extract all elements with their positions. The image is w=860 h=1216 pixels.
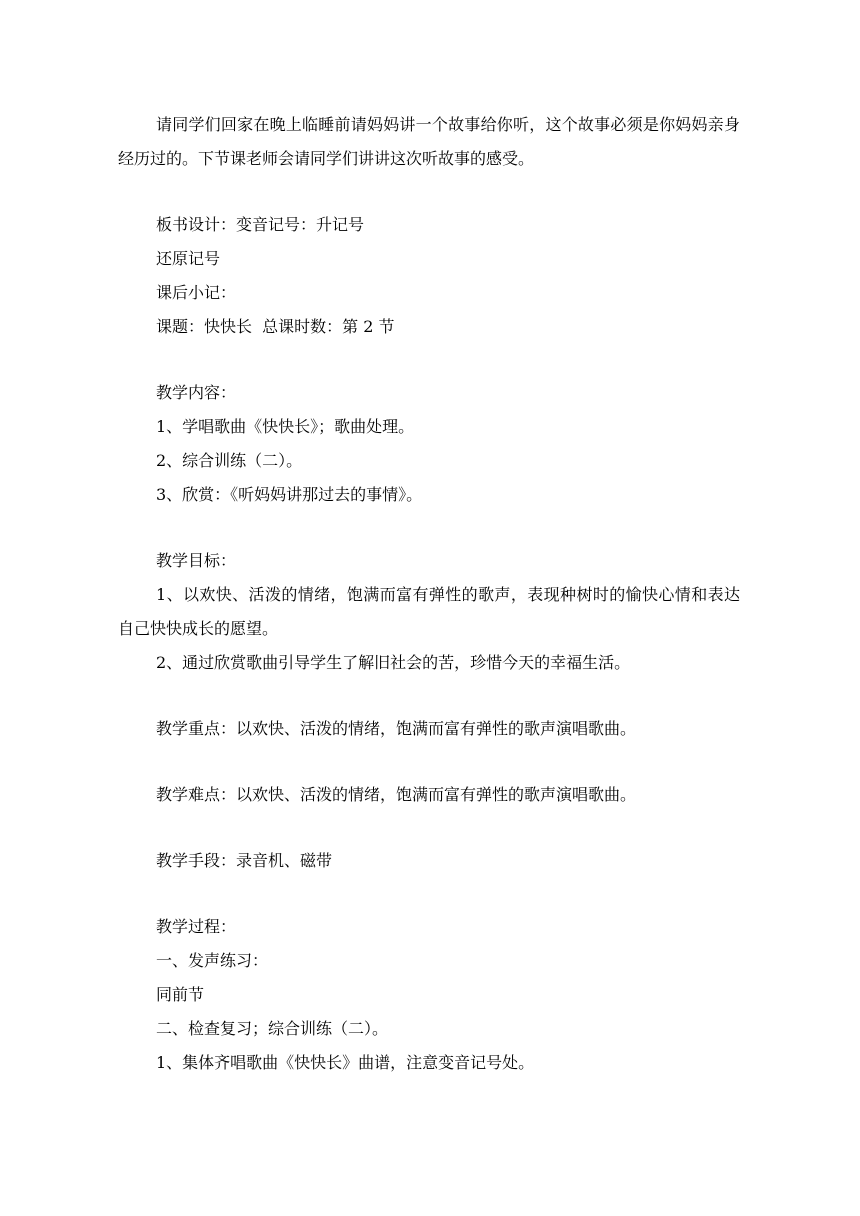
spacer (118, 746, 740, 778)
spacer (118, 176, 740, 208)
process-step: 一、发声练习： (156, 951, 269, 970)
teaching-tools-line: 教学手段：录音机、磁带 (156, 851, 333, 870)
content-item: 1、学唱歌曲《快快长》；歌曲处理。 (156, 417, 415, 436)
goal-item: 2、通过欣赏歌曲引导学生了解旧社会的苦，珍惜今天的幸福生活。 (156, 653, 631, 672)
after-class-notes-line: 课后小记： (156, 283, 237, 302)
spacer (118, 512, 740, 544)
document-body (118, 108, 740, 1080)
difficult-points-line: 教学难点：以欢快、活泼的情绪，饱满而富有弹性的歌声演唱歌曲。 (156, 785, 637, 804)
key-points-line: 教学重点：以欢快、活泼的情绪，饱满而富有弹性的歌声演唱歌曲。 (156, 719, 637, 738)
homework-paragraph: 请同学们回家在晚上临睡前请妈妈讲一个故事给你听，这个故事必须是你妈妈亲身经历过的。下节课老师会请同学们讲讲这次听故事的感受。 (118, 115, 740, 168)
content-item: 3、欣赏：《听妈妈讲那过去的事情》。 (156, 485, 423, 504)
board-design-line: 板书设计：变音记号：升记号 (156, 215, 365, 234)
spacer (118, 680, 740, 712)
goal-item: 1、以欢快、活泼的情绪，饱满而富有弹性的歌声，表现种树时的愉快心情和表达自己快快成长的愿望。 (118, 585, 740, 638)
spacer (118, 812, 740, 844)
process-step-item: 1、集体齐唱歌曲《快快长》曲谱，注意变音记号处。 (156, 1053, 535, 1072)
process-step: 二、检查复习；综合训练（二）。 (156, 1019, 389, 1038)
process-note: 同前节 (156, 985, 205, 1004)
spacer (118, 878, 740, 910)
content-item: 2、综合训练（二）。 (156, 451, 303, 470)
process-heading: 教学过程： (156, 917, 237, 936)
goals-heading: 教学目标： (156, 551, 237, 570)
spacer (118, 344, 740, 376)
content-heading: 教学内容： (156, 383, 237, 402)
lesson-title-line: 课题：快快长 总课时数：第 2 节 (156, 317, 395, 336)
restore-sign-line: 还原记号 (156, 249, 221, 268)
